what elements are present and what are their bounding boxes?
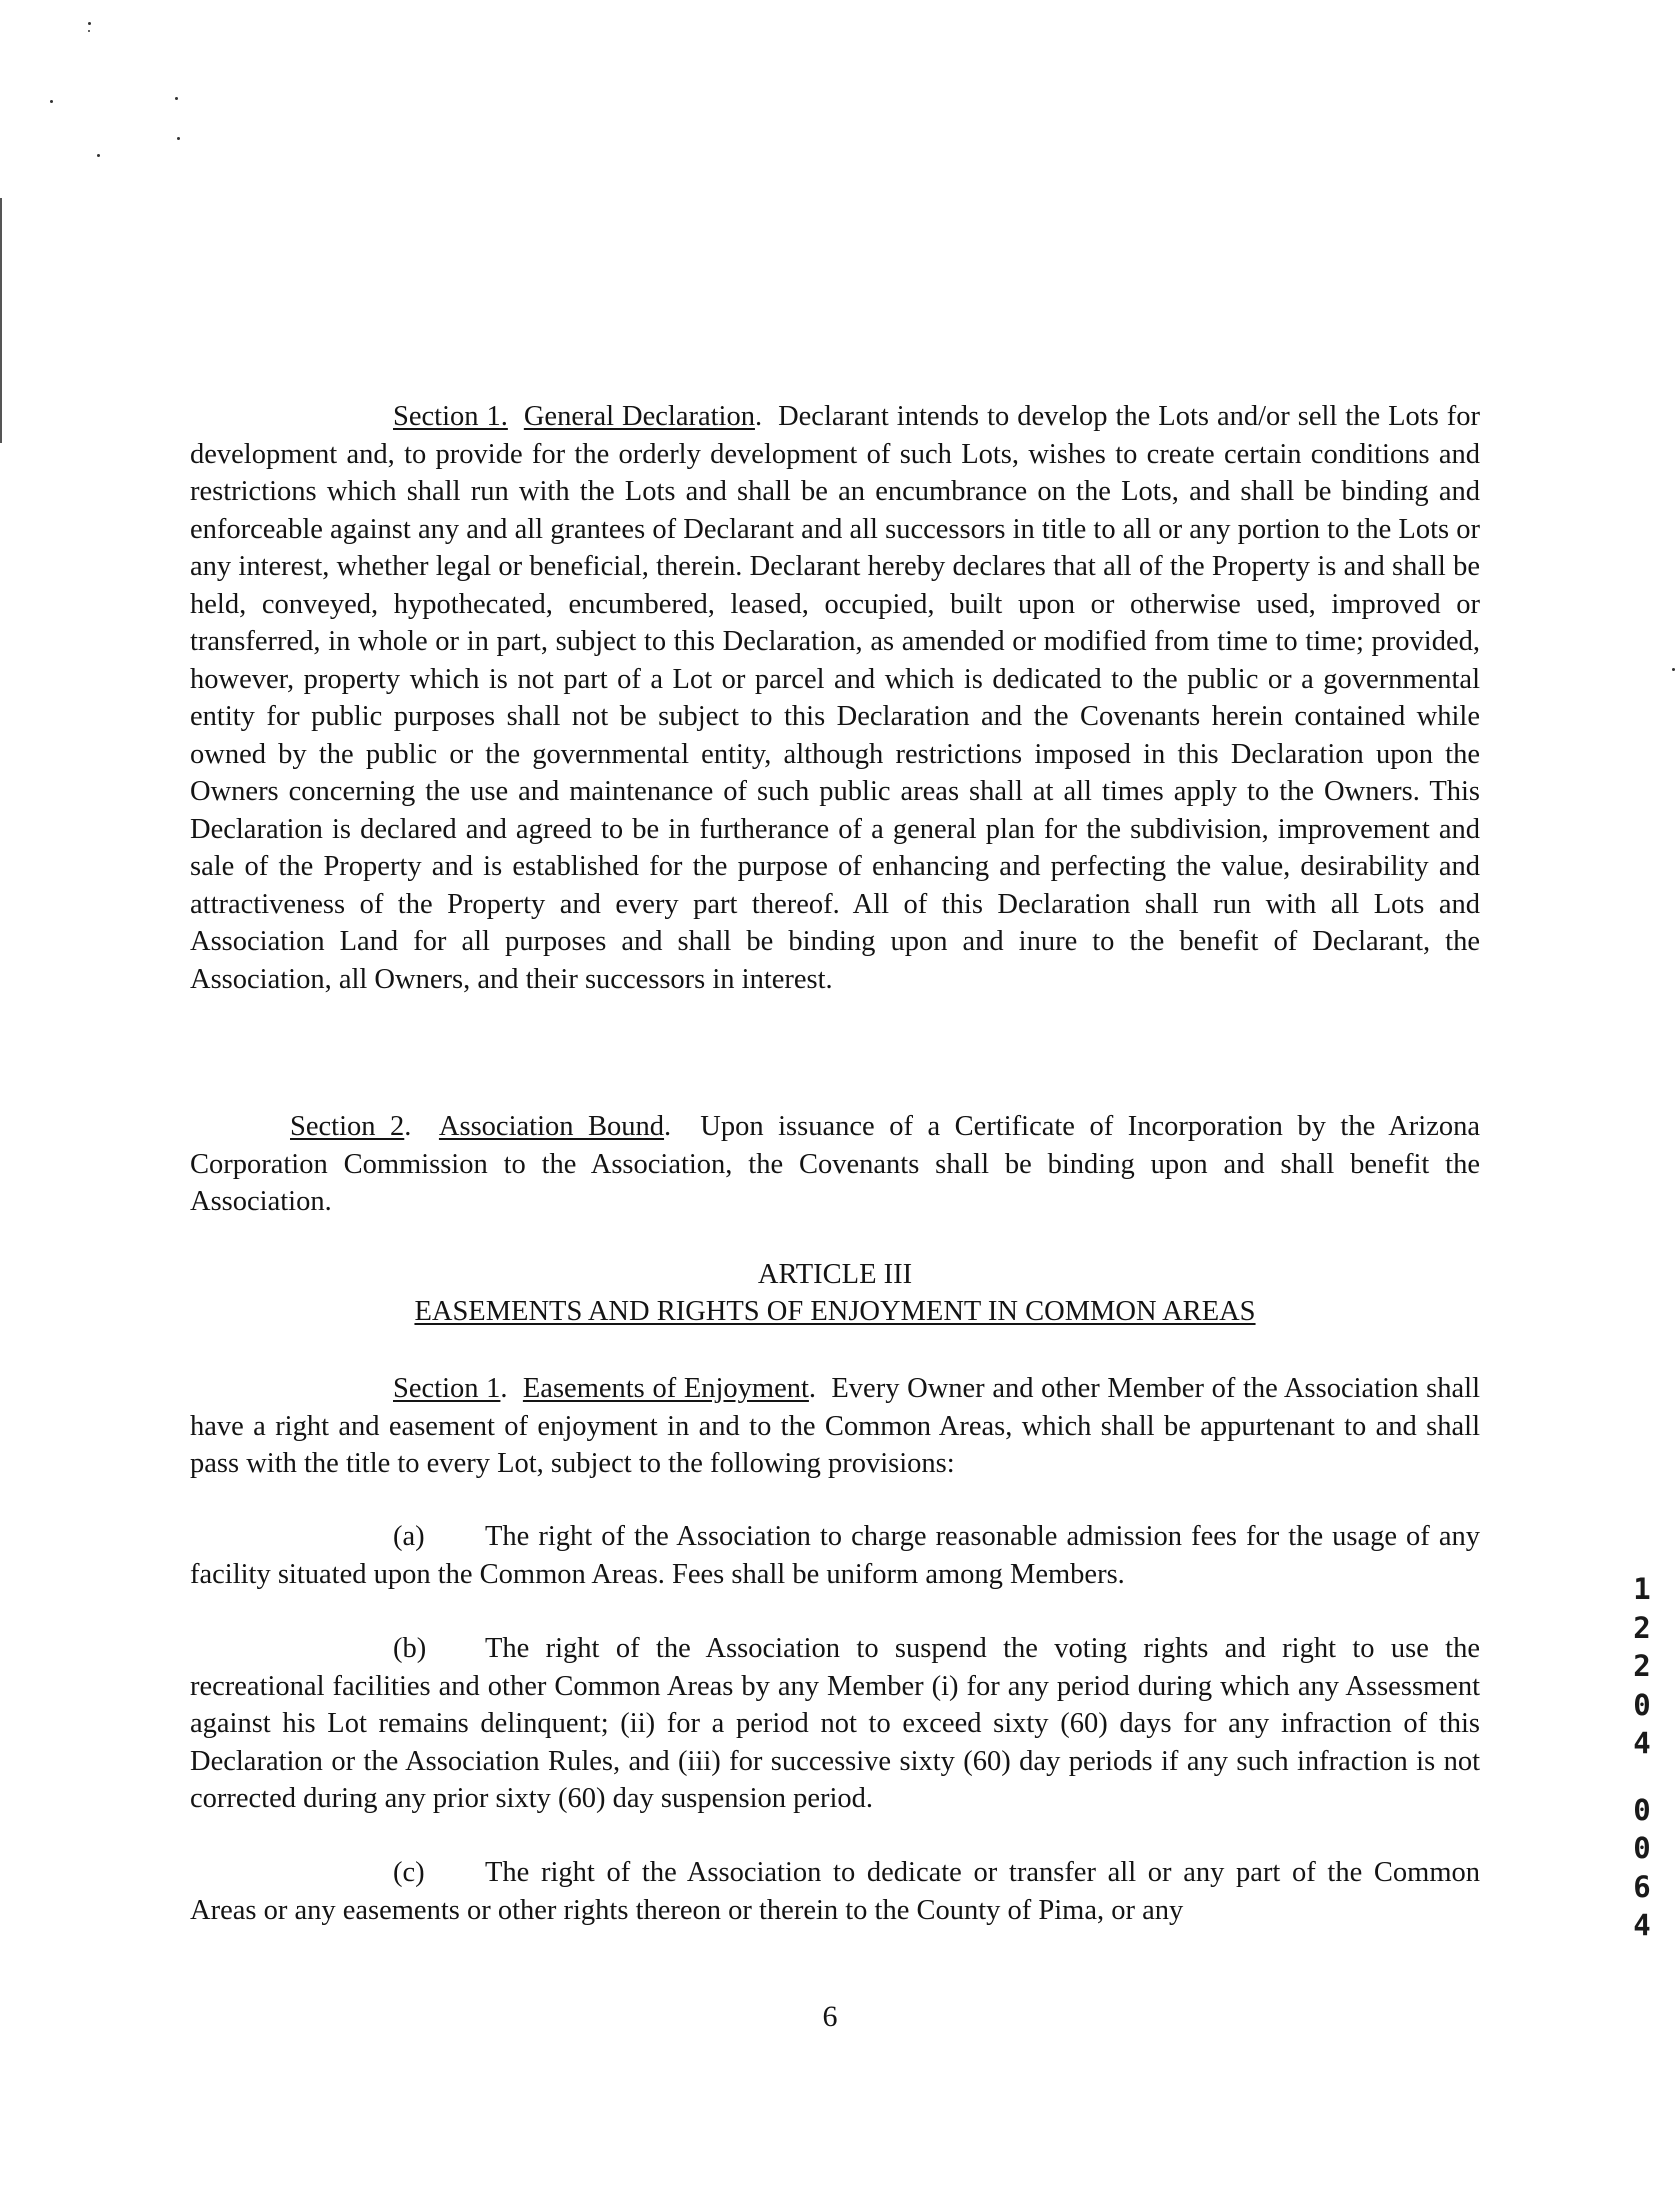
provision-item-b bbox=[190, 1630, 1480, 1818]
stamp-digit: 6 bbox=[1633, 1869, 1651, 1904]
section-body: Declarant intends to develop the Lots and/or sell the Lots for development and, to provide for the orderly development of such Lots, wishes to create certain conditions and restrictions which shall run with the Lots and shall be an encumbrance on the Lots, and shall be binding and enforceable against any and all grantees of Declarant and all successors in title to all or any portion to the Lots or any interest, whether legal or beneficial, therein. Declarant hereby declares that all of the Property is and shall be held, conveyed, hypothecated, encumbered, leased, occupied, built upon or otherwise used, improved or transferred, in whole or in part, subject to this Declaration, as amended or modified from time to time; provided, however, property which is not part of a Lot or parcel and which is dedicated to the public or a governmental entity for public purposes shall not be subject to this Declaration and the Covenants herein contained while owned by the public or the governmental entity, although restrictions imposed in this Declaration upon the Owners concerning the use and maintenance of such public areas shall at all times apply to the Owners. This Declaration is declared and agreed to be in furtherance of a general plan for the subdivision, improvement and sale of the Property and is established for the purpose of enhancing and perfecting the value, desirability and attractiveness of the Property and every part thereof. All of this Declaration shall run with all Lots and Association Land for all purposes and shall be binding upon and inure to the benefit of Declarant, the Association, all Owners, and their successors in interest. bbox=[190, 401, 1481, 995]
item-label: (c) bbox=[393, 1857, 425, 1888]
scan-speck bbox=[175, 97, 178, 100]
item-label: (a) bbox=[393, 1521, 425, 1552]
section-body: Upon issuance of a Certificate of Incorporation by the Arizona Corporation Commission to the Association, the Covenants shall be binding upon and shall benefit the Association. bbox=[190, 1111, 1481, 1217]
stamp-digit: 4 bbox=[1633, 1908, 1651, 1942]
section-title: Easements of Enjoyment bbox=[522, 1373, 809, 1404]
article-number: ARTICLE III bbox=[757, 1259, 913, 1290]
stamp-digit: 4 bbox=[1633, 1726, 1651, 1760]
item-label: (b) bbox=[393, 1633, 427, 1664]
section-label: Section 1. bbox=[393, 401, 508, 432]
section-title: Association Bound bbox=[438, 1111, 665, 1142]
stamp-digit: 0 bbox=[1633, 1831, 1651, 1865]
stamp-digit: 2 bbox=[1633, 1649, 1651, 1683]
stamp-digit: 0 bbox=[1633, 1687, 1651, 1722]
section-easements-of-enjoyment: Section 1. Easements of Enjoyment. Every Owner and other Member of the Association shall have a right and easement of enjoyment in and to the Common Areas, which shall be appurtenant to and shall pass with the title to every Lot, subject to the following provisions: bbox=[190, 1373, 1480, 1479]
scan-speck bbox=[88, 22, 91, 25]
stamp-digit: 2 bbox=[1633, 1610, 1651, 1645]
scan-speck bbox=[1672, 668, 1675, 671]
section-label: Section 1 bbox=[393, 1373, 501, 1404]
recording-stamp bbox=[1622, 1570, 1662, 1945]
stamp-gap bbox=[1622, 1763, 1662, 1791]
scan-speck bbox=[177, 137, 180, 140]
stamp-digit: 1 bbox=[1633, 1572, 1651, 1606]
scan-edge-line bbox=[0, 198, 2, 443]
stamp-digit: 0 bbox=[1633, 1792, 1651, 1827]
article-title: EASEMENTS AND RIGHTS OF ENJOYMENT IN COMMON AREAS bbox=[414, 1296, 1256, 1327]
section-title: General Declaration bbox=[523, 401, 755, 432]
page-number: 6 bbox=[822, 2000, 838, 2033]
item-body: The right of the Association to charge reasonable admission fees for the usage of any facility situated upon the Common Areas. Fees shall be uniform among Members. bbox=[190, 1521, 1480, 1590]
section-association-bound: Section 2. Association Bound. Upon issuance of a Certificate of Incorporation by the Arizona Corporation Commission to the Association, the Covenants shall be binding upon and shall benefit the Association. bbox=[190, 1111, 1481, 1217]
provision-item-c bbox=[190, 1854, 1480, 1929]
scan-speck bbox=[97, 154, 100, 157]
item-body: The right of the Association to suspend the voting rights and right to use the recreational facilities and other Common Areas by any Member (i) for any period during which any Assessment against his Lot remains delinquent; (ii) for a period not to exceed sixty (60) days for any infraction of this Declaration or the Association Rules, and (iii) for successive sixty (60) day periods if any such infraction is not corrected during any prior sixty (60) day suspension period. bbox=[190, 1633, 1480, 1814]
provision-item-a bbox=[190, 1518, 1480, 1593]
scan-speck bbox=[50, 100, 53, 103]
scan-speck bbox=[88, 30, 90, 32]
section-general-declaration: Section 1. General Declaration. Declarant intends to develop the Lots and/or sell the Lots for development and, to provide for the orderly development of such Lots, wishes to create certain conditions and restrictions which shall run with the Lots and shall be an encumbrance on the Lots, and shall be binding and enforceable against any and all grantees of Declarant and all successors in title to all or any portion to the Lots or any interest, whether legal or beneficial, therein. Declarant hereby declares that all of the Property is and shall be held, conveyed, hypothecated, encumbered, leased, occupied, built upon or otherwise used, improved or transferred, in whole or in part, subject to this Declaration, as amended or modified from time to time; provided, however, property which is not part of a Lot or parcel and which is dedicated to the public or a governmental entity for public purposes shall not be subject to this Declaration and the Covenants herein contained while owned by the public or the governmental entity, although restrictions imposed in this Declaration upon the Owners concerning the use and maintenance of such public areas shall at all times apply to the Owners. This Declaration is declared and agreed to be in furtherance of a general plan for the subdivision, improvement and sale of the Property and is established for the purpose of enhancing and perfecting the value, desirability and attractiveness of the Property and every part thereof. All of this Declaration shall run with all Lots and Association Land for all purposes and shall be binding upon and inure to the benefit of Declarant, the Association, all Owners, and their successors in interest. bbox=[190, 401, 1481, 995]
item-body: The right of the Association to dedicate or transfer all or any part of the Common Areas or any easements or other rights thereon or therein to the County of Pima, or any bbox=[190, 1857, 1480, 1926]
section-label: Section 2 bbox=[290, 1111, 405, 1142]
section-body: Every Owner and other Member of the Association shall have a right and easement of enjoyment in and to the Common Areas, which shall be appurtenant to and shall pass with the title to every Lot, subject to the following provisions: bbox=[190, 1373, 1480, 1479]
